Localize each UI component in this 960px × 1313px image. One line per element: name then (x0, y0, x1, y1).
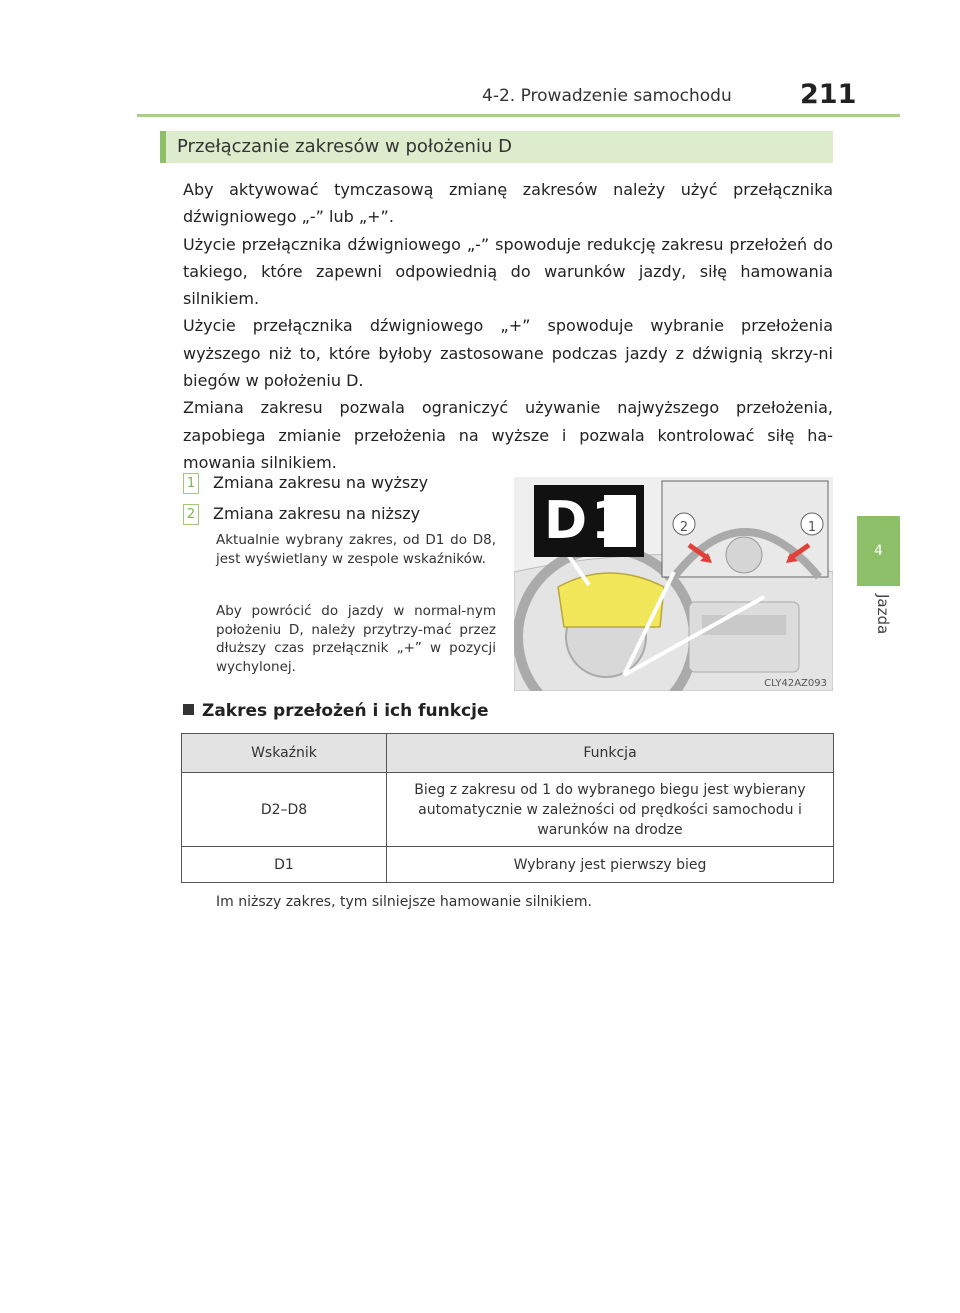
callout-2: 2 (679, 520, 689, 535)
square-bullet-icon (183, 704, 194, 715)
table-cell: D1 (182, 847, 387, 883)
note: Aktualnie wybrany zakres, od D1 do D8, jest wyświetlany w zespole wskaźników. (216, 532, 496, 567)
table-header: Wskaźnik (182, 734, 387, 773)
steering-wheel-illustration (514, 477, 833, 691)
footnote: Im niższy zakres, tym silniejsze hamowanie silnikiem. (216, 894, 592, 910)
item-number-badge: 1 (183, 473, 199, 494)
subheading (183, 701, 488, 721)
gear-display-value: D1 (544, 491, 632, 551)
table-row (182, 847, 834, 883)
table-header: Funkcja (387, 734, 834, 773)
table-cell: Wybrany jest pierwszy bieg (387, 847, 834, 883)
table-header-row (182, 734, 834, 773)
item-number-badge: 2 (183, 504, 199, 525)
paragraph: Użycie przełącznika dźwigniowego „+” spowoduje wybranie przełożenia wyższego niż to, które byłoby zastosowane podczas jazdy z dźwignią skrzy-ni biegów w położeniu D. (183, 316, 833, 391)
chapter-tab: 4 (857, 516, 900, 586)
chapter-label: Jazda (874, 594, 892, 635)
banner-accent-bar (160, 131, 166, 163)
table-row (182, 773, 834, 847)
table-cell: D2–D8 (182, 773, 387, 847)
page-number: 211 (800, 79, 857, 110)
gear-display-text (544, 491, 631, 551)
section-banner (160, 131, 833, 163)
paragraph: Zmiana zakresu pozwala ograniczyć używanie najwyższego przełożenia, zapobiega zmianie przełożenia na wyższe i pozwala kontrolować siłę ha-mowania silnikiem. (183, 398, 833, 472)
header-divider (137, 114, 900, 117)
table-cell: Bieg z zakresu od 1 do wybranego biegu jest wybierany automatycznie w zależności od prędkości samochodu i warunków na drodze (387, 773, 834, 847)
list-item (183, 471, 428, 495)
body-text (183, 176, 833, 476)
paragraph: Użycie przełącznika dźwigniowego „-” spowoduje redukcję zakresu przełożeń do takiego, które zapewni odpowiednią do warunków jazdy, siłę hamowania silnikiem. (183, 234, 833, 309)
list-item (183, 502, 420, 526)
item-text: Zmiana zakresu na wyższy (213, 473, 429, 492)
note: Aby powrócić do jazdy w normal-nym położeniu D, należy przytrzy-mać przez dłuższy czas przełącznik „+” w pozycji wychylonej. (216, 603, 496, 675)
paragraph: Aby aktywować tymczasową zmianę zakresów należy użyć przełącznika dźwigniowego „-” lub „+”. (183, 180, 833, 227)
function-table (181, 733, 834, 883)
callout-1: 1 (807, 520, 817, 535)
section-title: 4-2. Prowadzenie samochodu (482, 86, 732, 106)
item-text: Zmiana zakresu na niższy (213, 504, 421, 523)
subheading-text: Zakres przełożeń i ich funkcje (202, 701, 489, 721)
banner-title: Przełączanie zakresów w położeniu D (177, 136, 512, 157)
figure-code: CLY42AZ093 (764, 678, 827, 689)
